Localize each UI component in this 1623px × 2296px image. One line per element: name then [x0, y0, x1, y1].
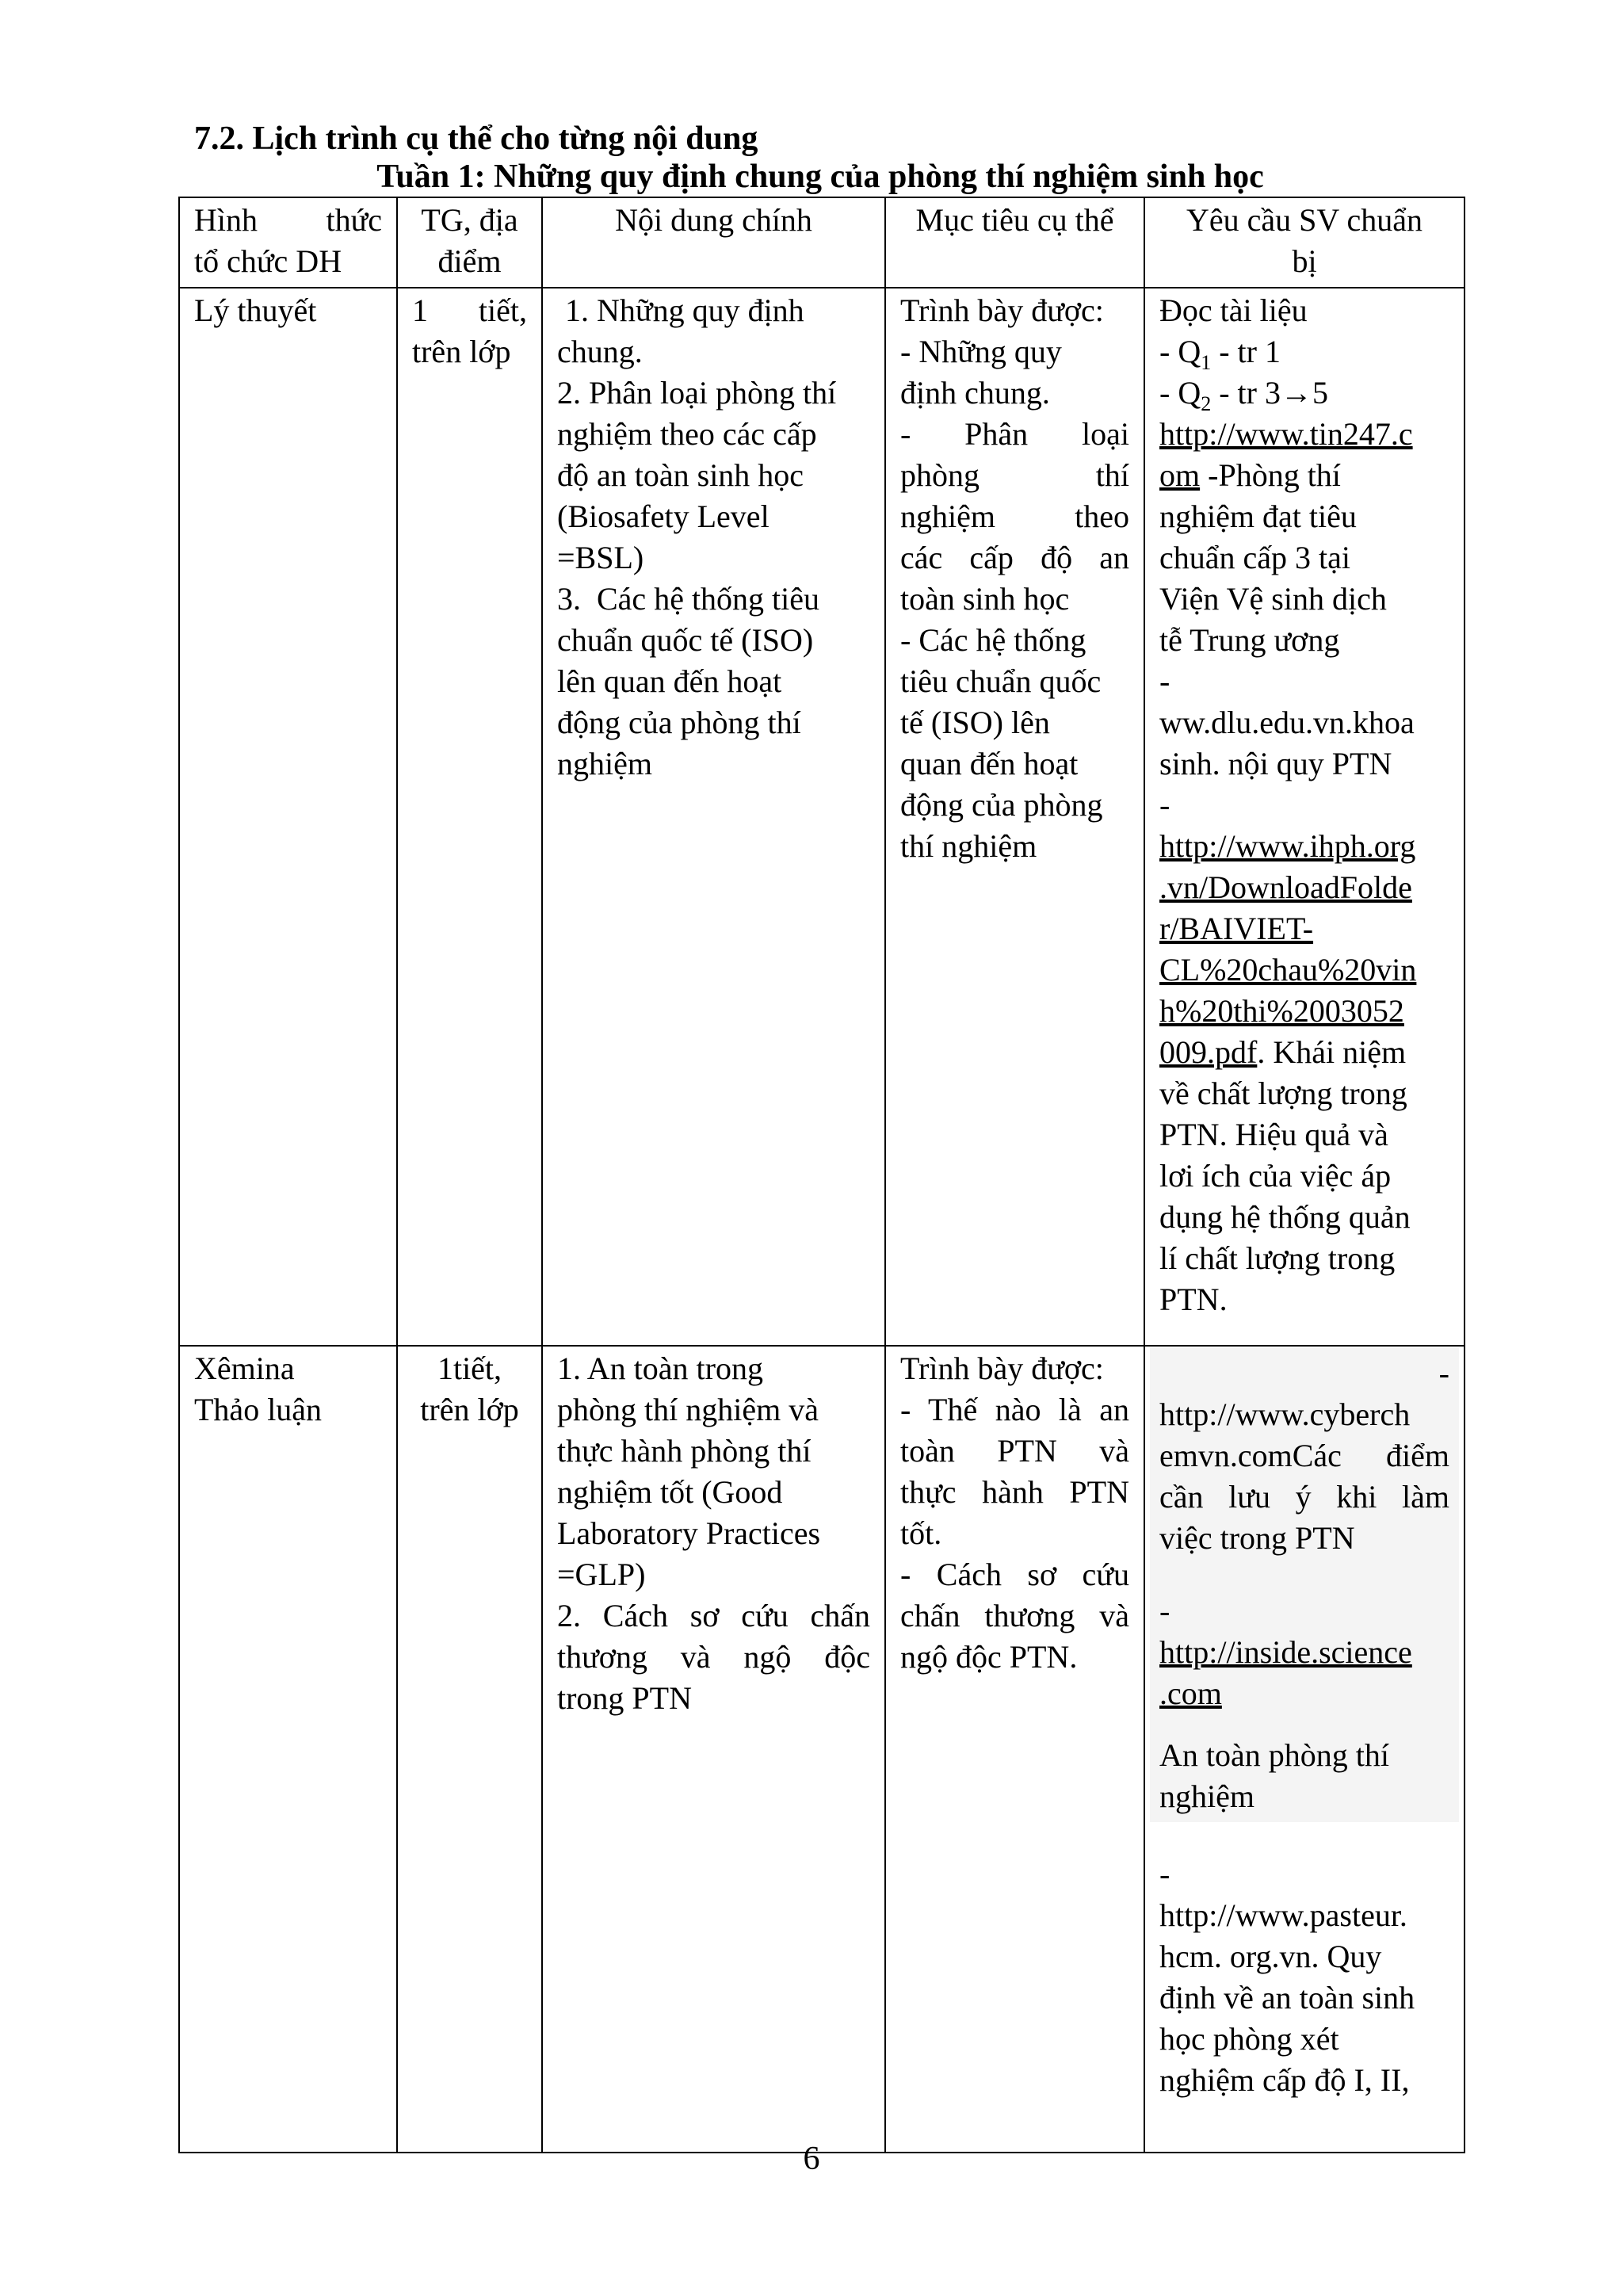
cell-content: 1. An toàn trong phòng thí nghiệm và thực hành phòng thí nghiệm tốt (Good Laboratory Practices =GLP) 2. Cách sơ cứu chấn thương và ngộ độc trong PTN: [542, 1346, 885, 2153]
prep-shaded-block: - http://www.cyberch emvn.comCác điểm cần lưu ý khi làm việc trong PTN - http://inside.science .com An toàn phòng thí nghiệm: [1150, 1348, 1459, 1822]
cell-objective: Trình bày được: - Thế nào là an toàn PTN và thực hành PTN tốt. - Cách sơ cứu chấn thương và ngộ độc PTN.: [885, 1346, 1144, 2153]
header-prep: Yêu cầu SV chuẩn bị: [1144, 197, 1465, 288]
cell-objective: Trình bày được: - Những quy định chung. - Phân loại phòng thí nghiệm theo các cấp độ an toàn sinh học - Các hệ thống tiêu chuẩn quốc tế (ISO) lên quan đến hoạt động của phòng thí nghiệm: [885, 288, 1144, 1346]
section-title: 7.2. Lịch trình cụ thể cho từng nội dung: [194, 120, 758, 157]
page-number: 6: [803, 2141, 820, 2177]
header-objective: Mục tiêu cụ thể: [885, 197, 1144, 288]
week-title: Tuần 1: Những quy định chung của phòng thí nghiệm sinh học: [376, 159, 1264, 195]
table-header-row: [179, 197, 1465, 288]
table-row: [179, 1346, 1465, 2153]
cell-content: 1. Những quy định chung. 2. Phân loại phòng thí nghiệm theo các cấp độ an toàn sinh học (Biosafety Level =BSL) 3. Các hệ thống tiêu chuẩn quốc tế (ISO) lên quan đến hoạt động của phòng thí nghiệm: [542, 288, 885, 1346]
cell-time: 1 tiết, trên lớp: [397, 288, 542, 1346]
link-ihph[interactable]: http://www.ihph.org: [1159, 828, 1416, 864]
header-content: Nội dung chính: [542, 197, 885, 288]
table-row: [179, 288, 1465, 1346]
cell-form: Xêmina Thảo luận: [179, 1346, 397, 2153]
cell-time: 1tiết, trên lớp: [397, 1346, 542, 2153]
cell-prep: - http://www.cyberch emvn.comCác điểm cần lưu ý khi làm việc trong PTN - http://inside.science .com An toàn phòng thí nghiệm - http://www.pasteur. hcm. org.vn. Quy định về an toàn sinh học phòng xét nghiệm cấp độ I, II,: [1144, 1346, 1465, 2153]
header-time: TG, địa điểm: [397, 197, 542, 288]
link-tin247-cont[interactable]: om: [1159, 457, 1201, 493]
schedule-table: [178, 197, 1465, 2153]
cell-prep: Đọc tài liệu - $Q_1$ - tr 1 - $Q_2$ - tr 3→5 http://www.tin247.c om -Phòng thí nghiệm đạt tiêu chuẩn cấp 3 tại Viện Vệ sinh dịch tễ Trung ương - ww.dlu.edu.vn.khoa sinh. nội quy PTN - http://www.ihph.org .vn/DownloadFolde r/BAIVIET- CL%20chau%20vin h%20thi%2003052 009.pdf. Khái niệm về chất lượng trong PTN. Hiệu quả và lơi ích của việc áp dụng hệ thống quản lí chất lượng trong PTN.: [1144, 288, 1465, 1346]
header-form: Hình thức tổ chức DH: [179, 197, 397, 288]
link-tin247[interactable]: http://www.tin247.c: [1159, 416, 1413, 452]
cell-form: Lý thuyết: [179, 288, 397, 1346]
link-inside-science[interactable]: http://inside.science: [1159, 1634, 1412, 1670]
